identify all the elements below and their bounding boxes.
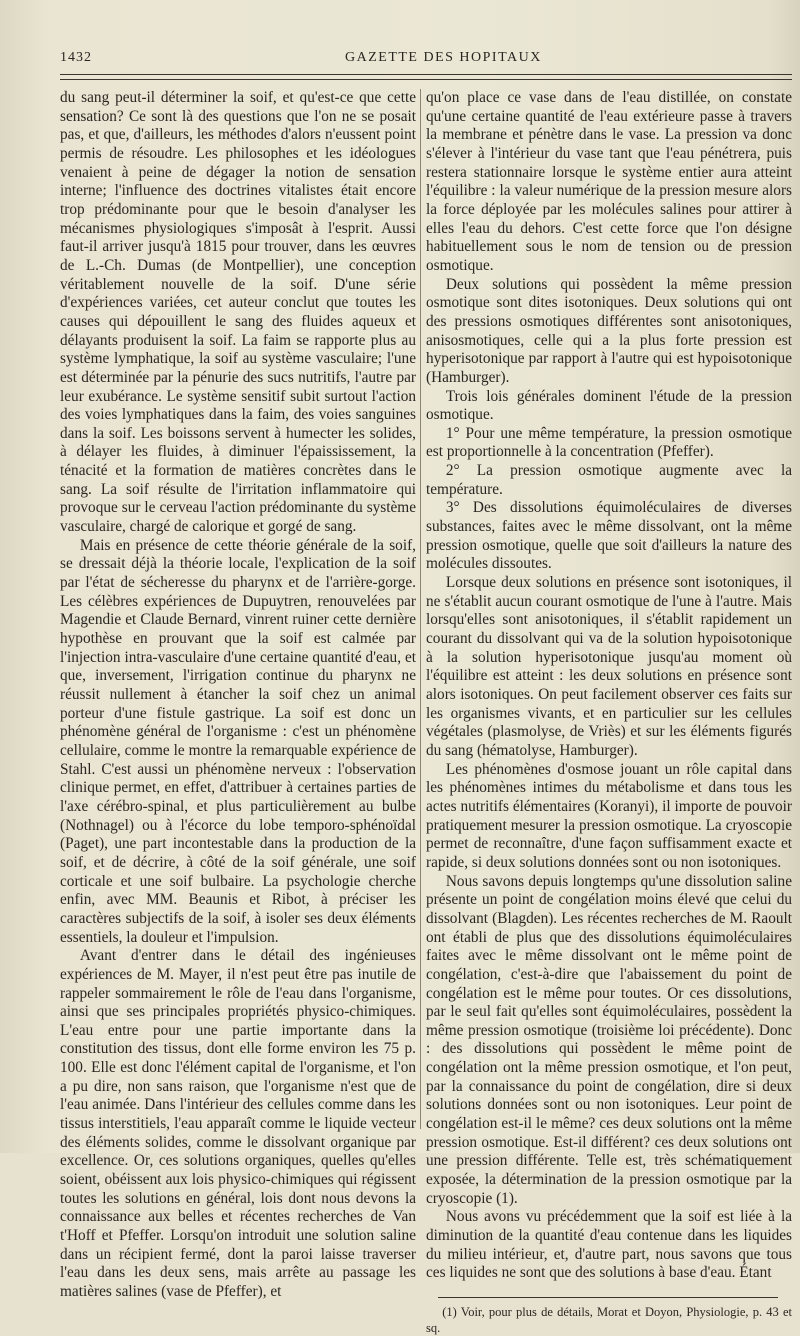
footnote-rule — [438, 1297, 778, 1298]
law-2: 2° La pression osmotique augmente avec la température. — [426, 462, 792, 498]
left-column — [60, 89, 416, 1302]
paragraph: Deux solutions qui possèdent la même pression osmotique sont dites isotoniques. Deux solutions qui ont des pressions osmotiques différentes sont anisotoniques, anisosmotiques, celle qui a la plus forte pression est hyperisotonique par rapport à l'autre qui est hypoisotonique (Hamburger). — [426, 275, 792, 386]
footnote: (1) Voir, pour plus de détails, Morat et Doyon, Physiologie, p. 43 et sq. — [426, 1305, 792, 1335]
journal-title: GAZETTE DES HOPITAUX — [345, 50, 542, 65]
paragraph: Avant d'entrer dans le détail des ingénieuses expériences de M. Mayer, il n'est peut être pas inutile de rappeler sommairement le rôle de l'eau dans l'organisme, ainsi que ses principales propriétés physico-chimiques. L'eau entre pour une partie importante dans la constitution des tissus, dont elle forme environ les 75 p. 100. Elle est donc l'élément capital de l'organisme, et l'on a pu dire, non sans raison, que l'organisme n'est que de l'eau animée. Dans l'intérieur des cellules comme dans les tissus interstitiels, l'eau apparaît comme le liquide vecteur des éléments solides, comme le dissolvant organique par excellence. Or, ces solutions organiques, quelles qu'elles soient, obéissent aux lois physico-chimiques qui régissent toutes les solutions en général, lois dont nous devons la connaissance aux belles et récentes recherches de Van t'Hoff et Pfeffer. Lorsqu'on introduit une solution saline dans un récipient fermé, dont la paroi laisse traverser l'eau dans les deux sens, mais arrête au passage les matières salines (vase de Pfeffer), et — [60, 947, 416, 1300]
paragraph: Nous savons depuis longtemps qu'une dissolution saline présente un point de congélation moins élevé que celui du dissolvant (Blagden). Les récentes recherches de M. Raoult ont établi de plus que des dissolutions équimoléculaires faites avec le même dissolvant ont le même point de congélation, c'est-à-dire que l'abaissement du point de congélation est le même pour toutes. Or ces dissolutions, par le seul fait qu'elles sont équimoléculaires, possèdent la même pression osmotique (troisième loi précédente). Donc : des dissolutions qui possèdent le même point de congélation ont la même pression osmotique, et l'on peut, par la connaissance du point de congélation, dire si deux solutions données sont ou non isotoniques. Leur point de congélation est-il le même? ces deux solutions ont la même pression osmotique. Est-il différent? ces deux solutions ont une pression différente. Telle est, très schématiquement exposée, la détermination de la pression osmotique par la cryoscopie (1). — [426, 872, 792, 1207]
paragraph: qu'on place ce vase dans de l'eau distillée, on constate qu'une certaine quantité de l'eau extérieure passe à travers la membrane et pénètre dans le vase. La pression va donc s'élever à l'intérieur du vase tant que l'eau pénétrera, puis restera stationnaire lorsque le système entier aura atteint l'équilibre : la valeur numérique de la pression mesure alors la force déployée par les molécules salines pour attirer à elles l'eau du dehors. C'est cette force que l'on désigne habituellement sous le nom de tension ou de pression osmotique. — [426, 89, 792, 274]
law-3: 3° Des dissolutions équimoléculaires de diverses substances, faites avec le même dissolvant, ont la même pression osmotique, quelle que soit d'ailleurs la nature des molécules dissoutes. — [426, 499, 792, 573]
column-divider — [420, 89, 421, 1129]
page-number: 1432 — [60, 50, 92, 65]
header-rule-top — [60, 74, 792, 75]
paragraph: Trois lois générales dominent l'étude de la pression osmotique. — [426, 387, 792, 424]
header-rule-bottom — [60, 79, 792, 80]
paragraph: Mais en présence de cette théorie générale de la soif, se dressait déjà la théorie locale, l'explication de la soif par l'état de sécheresse du pharynx et de l'arrière-gorge. Les célèbres expériences de Dupuytren, renouvelées par Magendie et Claude Bernard, vinrent ruiner cette dernière hypothèse en prouvant que la soif est calmée par l'injection intra-vasculaire d'une certaine quantité d'eau, et que, inversement, l'irrigation continue du pharynx ne réussit nullement à étancher la soif chez un animal porteur d'une fistule gastrique. La soif est donc un phénomène général de l'organisme : c'est un phénomène cellulaire, comme le montre la remarquable expérience de Stahl. C'est aussi un phénomène nerveux : l'observation clinique permet, en effet, d'attribuer à certaines parties de l'axe cérébro-spinal, et plus particulièrement au bulbe (Nothnagel) ou à l'écorce du lobe temporo-sphénoïdal (Paget), une part incontestable dans la production de la soif, et de décrire, à côté de la soif générale, une soif corticale et une soif bulbaire. La psychologie cherche enfin, avec MM. Beaunis et Ribot, à préciser les caractères subjectifs de la soif, à isoler ses deux éléments essentiels, la douleur et l'impulsion. — [60, 536, 416, 946]
paragraph: du sang peut-il déterminer la soif, et qu'est-ce que cette sensation? Ce sont là des questions que l'on ne se posait pas, et que, d'ailleurs, les méthodes d'alors n'eussent point permis de résoudre. Les philosophes et les idéologues venaient à peine de dégager la notion de sensation interne; l'influence des doctrines vitalistes était encore trop prédominante pour que le besoin d'analyser les mécanismes physiologiques s'imposât à l'esprit. Aussi faut-il arriver jusqu'à 1815 pour trouver, dans les œuvres de L.-Ch. Dumas (de Montpellier), une conception véritablement nouvelle de la soif. D'une série d'expériences variées, cet auteur conclut que toutes les causes qui dépouillent le sang des fluides aqueux et délayants produisent la soif. La faim se rapporte plus au système lymphatique, la soif au système vasculaire; l'une est déterminée par la pénurie des sucs nutritifs, l'autre par leur exubérance. Le système sensitif subit surtout l'action des voies lymphatiques dans la faim, des voies sanguines dans la soif. Les boissons servent à humecter les solides, à délayer les fluides, à diminuer l'épaississement, la ténacité et la formation de matières concrètes dans le sang. La soif résulte de l'irritation inflammatoire qui provoque sur le cerveau l'action prédominante du système vasculaire, chargé de calorique et gorgé de sang. — [60, 89, 416, 536]
paragraph: Les phénomènes d'osmose jouant un rôle capital dans les phénomènes intimes du métabolisme et dans tous les actes nutritifs élémentaires (Koranyi), il importe de pouvoir pratiquement mesurer la pression osmotique. La cryoscopie permet de reconnaître, d'une façon suffisamment exacte et rapide, si deux solutions données sont ou non isotoniques. — [426, 760, 792, 871]
paragraph: Nous avons vu précédemment que la soif est liée à la diminution de la quantité d'eau contenue dans les liquides du milieu intérieur, et, d'autre part, nous savons que tous ces liquides ne sont que des solutions à base d'eau. Étant — [426, 1208, 792, 1282]
paragraph: Lorsque deux solutions en présence sont isotoniques, il ne s'établit aucun courant osmotique de l'une à l'autre. Mais lorsqu'elles sont anisotoniques, il s'établit rapidement un courant du dissolvant qui va de la solution hypoisotonique à la solution hyperisotonique jusqu'au moment où l'équilibre est atteint : les deux solutions en présence sont alors isotoniques. On peut facilement observer ces faits sur les organismes vivants, et en particulier sur les cellules végétales (plasmolyse, de Vriès) et sur les éléments figurés du sang (hématolyse, Hamburger). — [426, 574, 792, 759]
right-column — [426, 89, 792, 1336]
law-1: 1° Pour une même température, la pression osmotique est proportionnelle à la concentration (Pfeffer). — [426, 424, 792, 461]
